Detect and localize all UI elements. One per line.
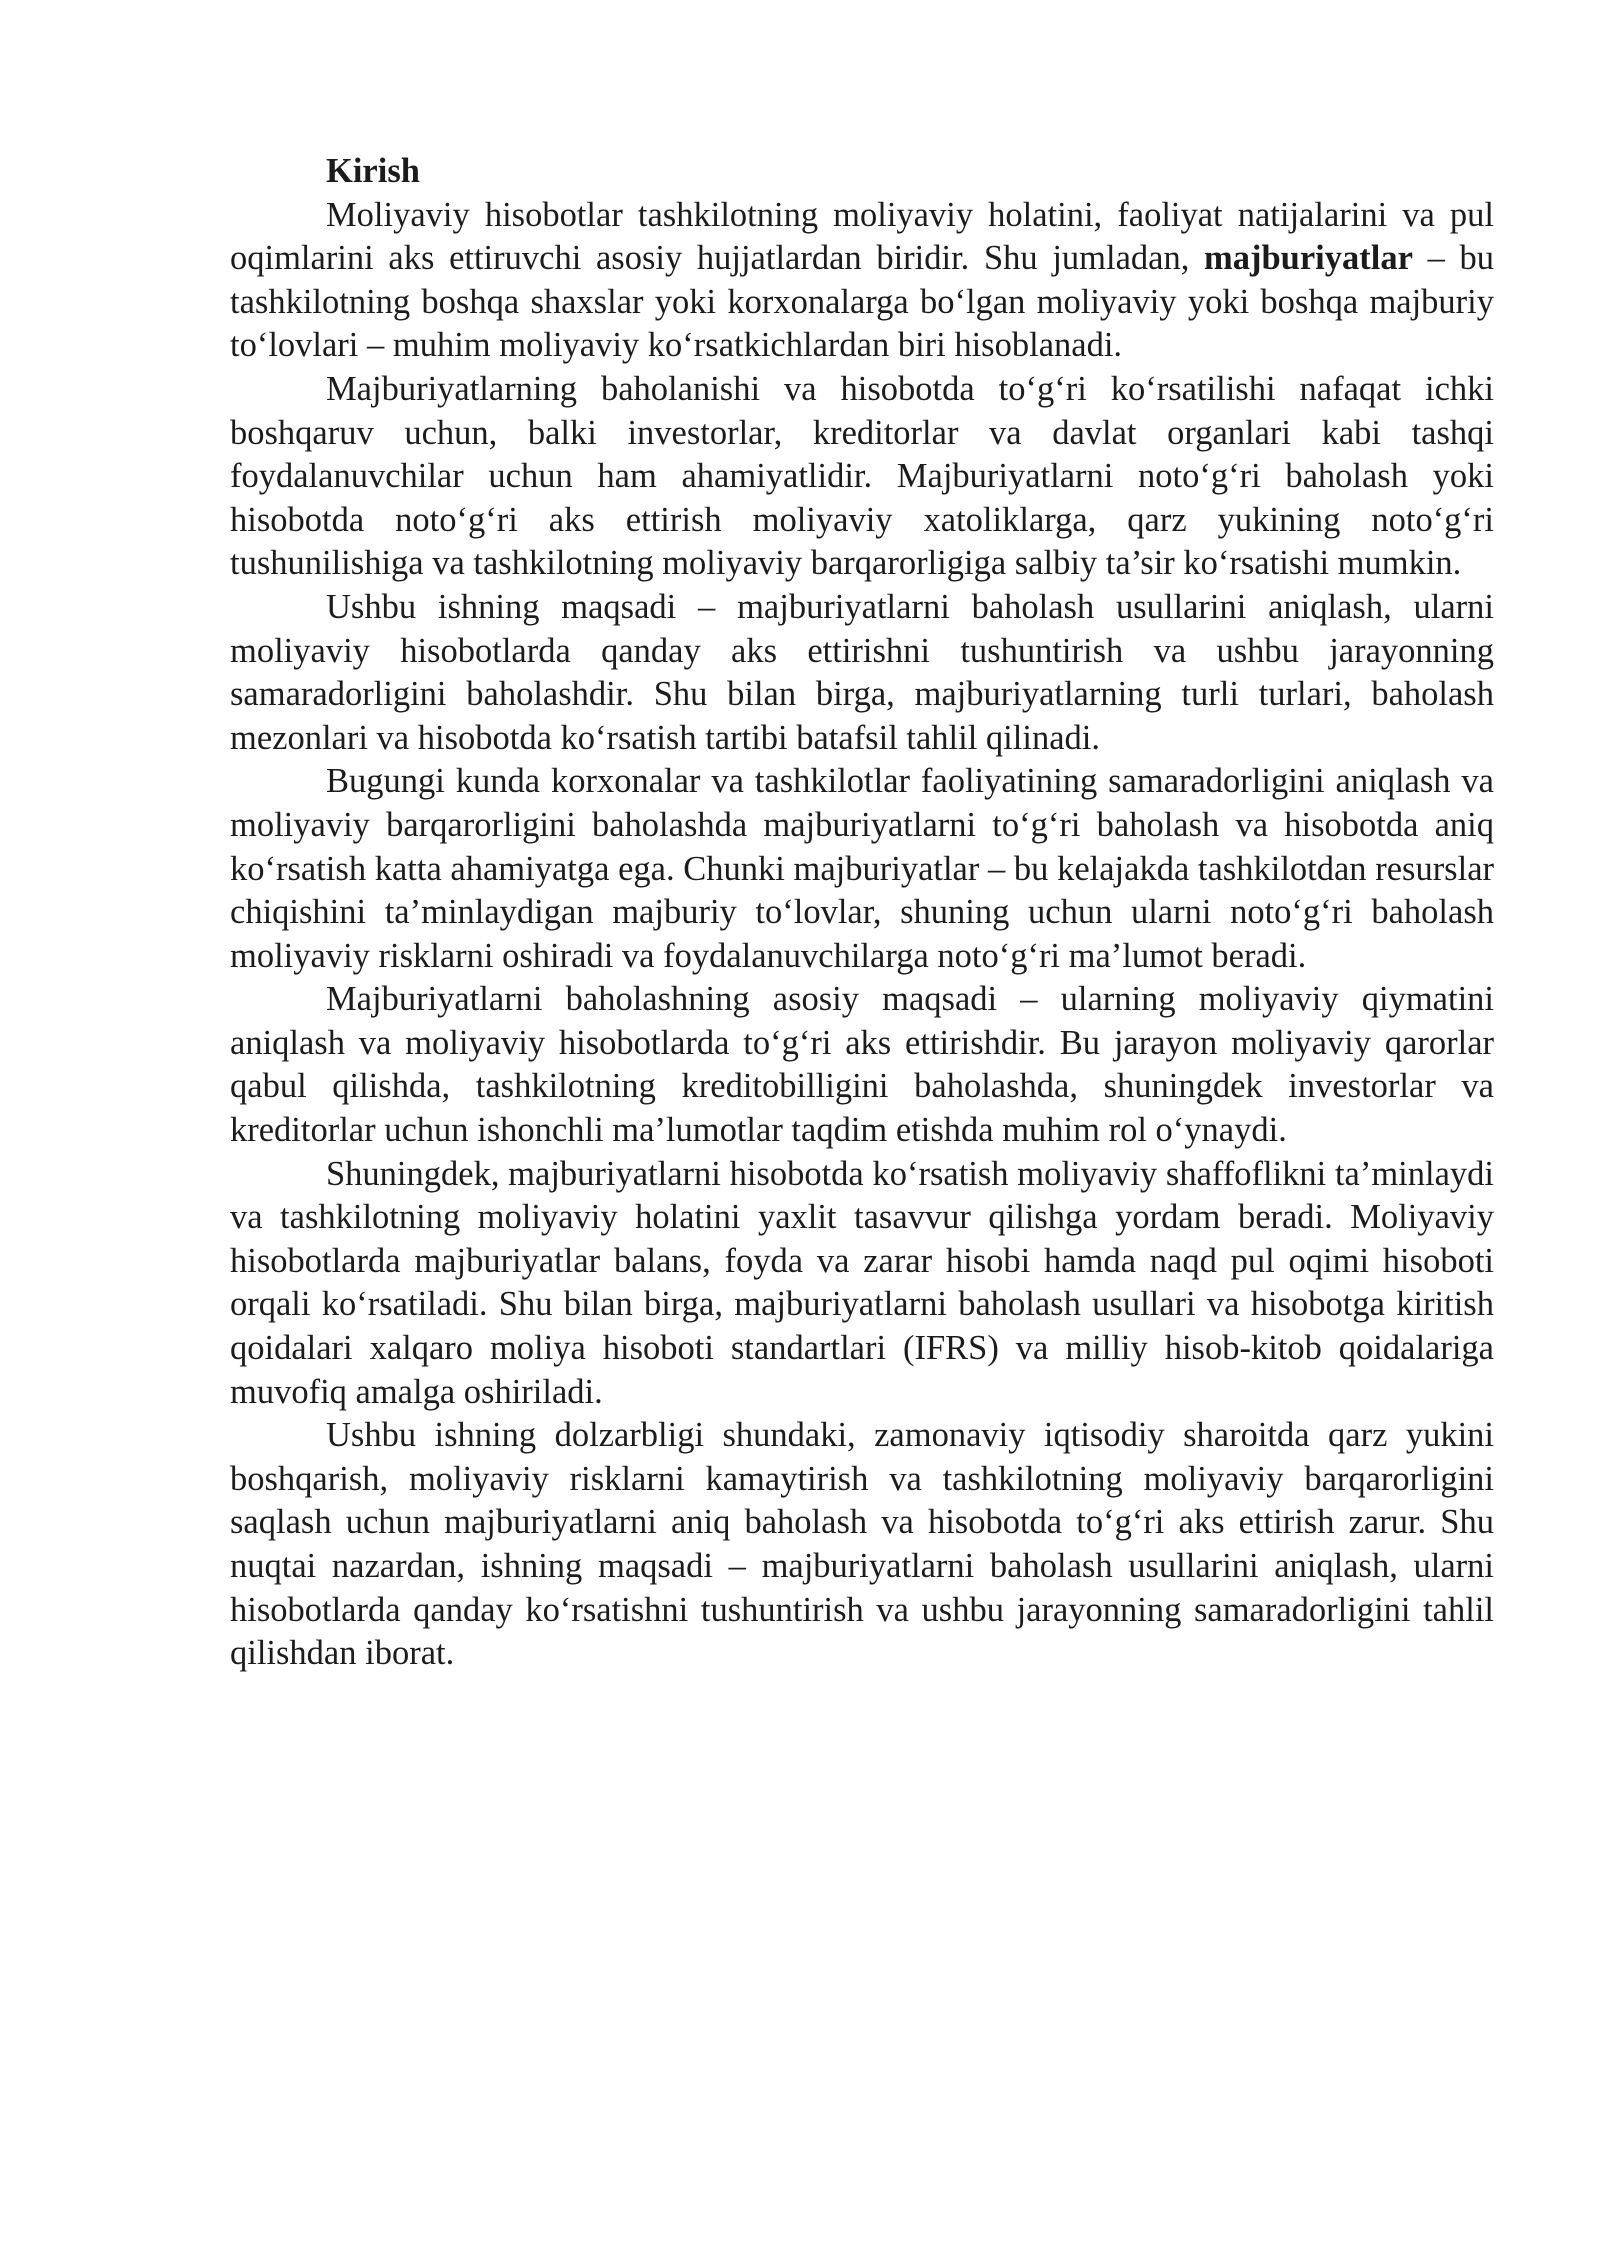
paragraph-3: Ushbu ishning maqsadi – majburiyatlarni baholash usullarini aniqlash, ularni moliyaviy hisobotlarda qanday aks ettirishni tushuntirish va ushbu jarayonning samaradorligini baholashdir. Shu bilan birga, majburiyatlarning turli turlari, baholash mezonlari va hisobotda ko‘rsatish tartibi batafsil tahlil qilinadi. bbox=[230, 587, 1494, 757]
paragraph-2: Majburiyatlarning baholanishi va hisobotda to‘g‘ri ko‘rsatilishi nafaqat ichki boshqaruv uchun, balki investorlar, kreditorlar va davlat organlari kabi tashqi foydalanuvchilar uchun ham ahamiyatlidir. Majburiyatlarni noto‘g‘ri baholash yoki hisobotda noto‘g‘ri aks ettirish moliyaviy xatoliklarga, qarz yukining noto‘g‘ri tushunilishiga va tashkilotning moliyaviy barqarorligiga salbiy ta’sir ko‘rsatishi mumkin. bbox=[230, 369, 1494, 583]
paragraph-7: Ushbu ishning dolzarbligi shundaki, zamonaviy iqtisodiy sharoitda qarz yukini boshqarish, moliyaviy risklarni kamaytirish va tashkilotning moliyaviy barqarorligini saqlash uchun majburiyatlarni aniq baholash va hisobotda to‘g‘ri aks ettirish zarur. Shu nuqtai nazardan, ishning maqsadi – majburiyatlarni baholash usullarini aniqlash, ularni hisobotlarda qanday ko‘rsatishni tushuntirish va ushbu jarayonning samaradorligini tahlil qilishdan iborat. bbox=[230, 1416, 1494, 1673]
paragraph-1-bold-term: majburiyatlar bbox=[1204, 239, 1413, 278]
paragraph-1 bbox=[230, 194, 1494, 368]
paragraph-1-text-end: – bu tashkilotning boshqa shaxslar yoki korxonalarga bo‘lgan moliyaviy yoki boshqa majburiy to‘lovlari – muhim moliyaviy ko‘rsatkichlardan biri hisoblanadi. bbox=[230, 239, 1494, 365]
paragraph-4: Bugungi kunda korxonalar va tashkilotlar faoliyatining samaradorligini aniqlash va moliyaviy barqarorligini baholashda majburiyatlarni to‘g‘ri baholash va hisobotda aniq ko‘rsatish katta ahamiyatga ega. Chunki majburiyatlar – bu kelajakda tashkilotdan resurslar chiqishini ta’minlaydigan majburiy to‘lovlar, shuning uchun ularni noto‘g‘ri baholash moliyaviy risklarni oshiradi va foydalanuvchilarga noto‘g‘ri ma’lumot beradi. bbox=[230, 762, 1494, 975]
paragraph-5: Majburiyatlarni baholashning asosiy maqsadi – ularning moliyaviy qiymatini aniqlash va moliyaviy hisobotlarda to‘g‘ri aks ettirishdir. Bu jarayon moliyaviy qarorlar qabul qilishda, tashkilotning kreditobilligini baholashda, shuningdek investorlar va kreditorlar uchun ishonchli ma’lumotlar taqdim etishda muhim rol o‘ynaydi. bbox=[230, 980, 1494, 1150]
document-body bbox=[230, 150, 1494, 1676]
paragraph-1-text-start: Moliyaviy hisobotlar tashkilotning moliyaviy holatini, faoliyat natijalarini va pul oqimlarini aks ettiruvchi asosiy hujjatlardan biridir. Shu jumladan, bbox=[230, 195, 1494, 278]
section-heading: Kirish bbox=[326, 152, 420, 190]
paragraph-6: Shuningdek, majburiyatlarni hisobotda ko‘rsatish moliyaviy shaffoflikni ta’minlaydi va tashkilotning moliyaviy holatini yaxlit tasavvur qilishga yordam beradi. Moliyaviy hisobotlarda majburiyatlar balans, foyda va zarar hisobi hamda naqd pul oqimi hisoboti orqali ko‘rsatiladi. Shu bilan birga, majburiyatlarni baholash usullari va hisobotga kiritish qoidalari xalqaro moliya hisoboti standartlari (IFRS) va milliy hisob-kitob qoidalariga muvofiq amalga oshiriladi. bbox=[230, 1154, 1494, 1411]
